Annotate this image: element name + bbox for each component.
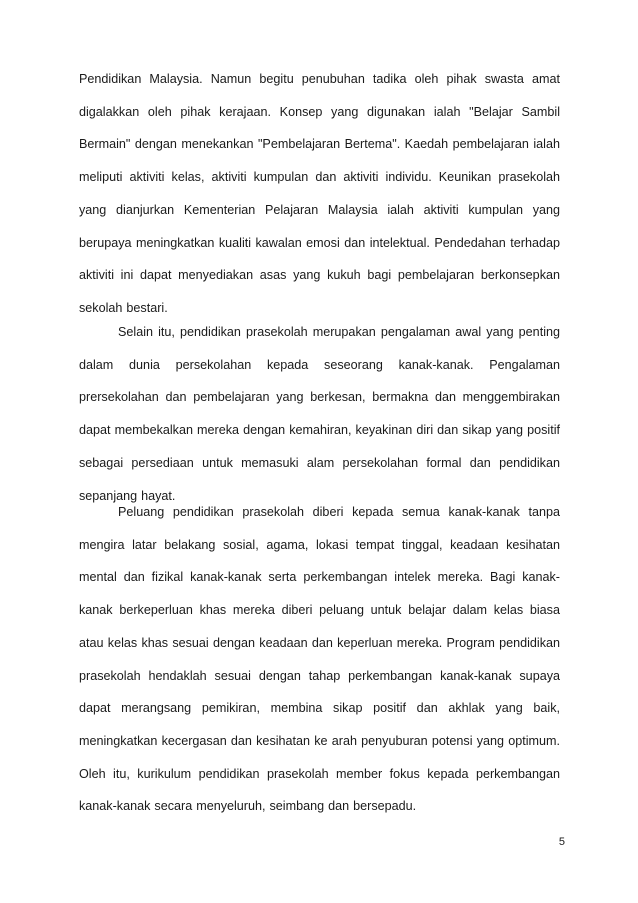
page-number: 5 <box>558 836 565 848</box>
paragraph-1: Pendidikan Malaysia. Namun begitu penubuhan tadika oleh pihak swasta amat digalakkan oleh pihak kerajaan. Konsep yang digunakan ialah "Belajar Sambil Bermain" dengan menekankan "Pembelajaran Bertema". Kaedah pembelajaran ialah meliputi aktiviti kelas, aktiviti kumpulan dan aktiviti individu. Keunikan prasekolah yang dianjurkan Kementerian Pelajaran Malaysia ialah aktiviti kumpulan yang berupaya meningkatkan kualiti kawalan emosi dan intelektual. Pendedahan terhadap aktiviti ini dapat menyediakan asas yang kukuh bagi pembelajaran berkonsepkan sekolah bestari. <box>79 72 560 315</box>
paragraph-2: Selain itu, pendidikan prasekolah merupakan pengalaman awal yang penting dalam dunia persekolahan kepada seseorang kanak-kanak. Pengalaman prersekolahan dan pembelajaran yang berkesan, bermakna dan menggembirakan dapat membekalkan mereka dengan kemahiran, keyakinan diri dan sikap yang positif sebagai persediaan untuk memasuki alam persekolahan formal dan pendidikan sepanjang hayat. <box>79 325 560 503</box>
paragraph-3: Peluang pendidikan prasekolah diberi kepada semua kanak-kanak tanpa mengira latar belakang sosial, agama, lokasi tempat tinggal, keadaan kesihatan mental dan fizikal kanak-kanak serta perkembangan intelek mereka. Bagi kanak-kanak berkeperluan khas mereka diberi peluang untuk belajar dalam kelas biasa atau kelas khas sesuai dengan keadaan dan keperluan mereka. Program pendidikan prasekolah hendaklah sesuai dengan tahap perkembangan kanak-kanak supaya dapat merangsang pemikiran, membina sikap positif dan akhlak yang baik, meningkatkan kecergasan dan kesihatan ke arah penyuburan potensi yang optimum. Oleh itu, kurikulum pendidikan prasekolah member fokus kepada perkembangan kanak-kanak secara menyeluruh, seimbang dan bersepadu. <box>79 505 560 814</box>
